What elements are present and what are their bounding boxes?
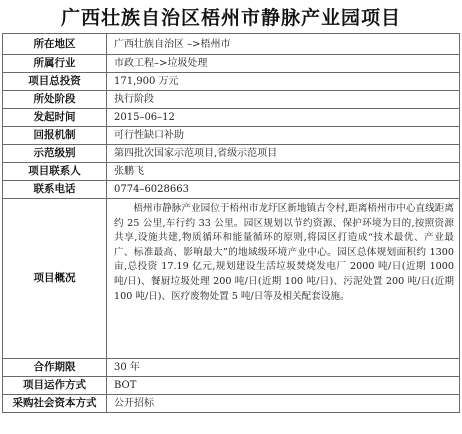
table-row [3, 145, 460, 163]
row-label-overview: 项目概况 [3, 199, 107, 359]
table-row [3, 127, 460, 145]
row-value-procurement: 公开招标 [107, 395, 460, 413]
project-info-table [2, 33, 460, 413]
row-value-return-mechanism: 可行性缺口补助 [107, 127, 460, 145]
table-row [3, 359, 460, 377]
row-value-industry: 市政工程–>垃圾处理 [107, 55, 460, 73]
row-value-operation-mode: BOT [107, 377, 460, 395]
row-value-contact: 张鹏飞 [107, 163, 460, 181]
row-label-region: 所在地区 [3, 34, 107, 55]
table-row [3, 73, 460, 91]
row-label-contact: 项目联系人 [3, 163, 107, 181]
row-value-start-date: 2015–06–12 [107, 109, 460, 127]
row-value-investment: 171,900 万元 [107, 73, 460, 91]
row-value-region: 广西壮族自治区 –>梧州市 [107, 34, 460, 55]
table-row [3, 395, 460, 413]
page-title: 广西壮族自治区梧州市静脉产业园项目 [60, 7, 401, 29]
row-label-phone: 联系电话 [3, 181, 107, 199]
row-label-industry: 所属行业 [3, 55, 107, 73]
row-label-demo-level: 示范级别 [3, 145, 107, 163]
table-row [3, 181, 460, 199]
row-label-procurement: 采购社会资本方式 [3, 395, 107, 413]
row-value-phone: 0774–6028663 [107, 181, 460, 199]
row-value-stage: 执行阶段 [107, 91, 460, 109]
row-label-stage: 所处阶段 [3, 91, 107, 109]
table-row [3, 91, 460, 109]
row-label-start-date: 发起时间 [3, 109, 107, 127]
table-row [3, 34, 460, 55]
table-row [3, 377, 460, 395]
row-value-demo-level: 第四批次国家示范项目,省级示范项目 [107, 145, 460, 163]
table-row-overview [3, 199, 460, 359]
row-label-return-mechanism: 回报机制 [3, 127, 107, 145]
table-row [3, 55, 460, 73]
row-value-overview: 梧州市静脉产业园位于梧州市龙圩区新地镇古令村,距离梧州市中心直线距离约 25 公里,车行约 33 公里。园区规划以节约资源、保护环境为目的,按照资源共享,设施共建,物质循环和能量循环的原则,将园区打造成“技术最优、产业最广、标准最高、影响最大”的地域级环境产业中心。园区总体规划面积约 1300 亩,总投资 17.19 亿元,规划建设生活垃圾焚烧发电厂 2000 吨/日(近期 1000 吨/日)、餐厨垃圾处理 200 吨/日(近期 100 吨/日)、污泥处置 200 吨/日(近期 100 吨/日)、医疗废物处置 5 吨/日等及相关配套设施。 [107, 199, 460, 359]
table-row [3, 163, 460, 181]
table-row [3, 109, 460, 127]
row-label-term: 合作期限 [3, 359, 107, 377]
row-label-investment: 项目总投资 [3, 73, 107, 91]
row-value-term: 30 年 [107, 359, 460, 377]
row-label-operation-mode: 项目运作方式 [3, 377, 107, 395]
